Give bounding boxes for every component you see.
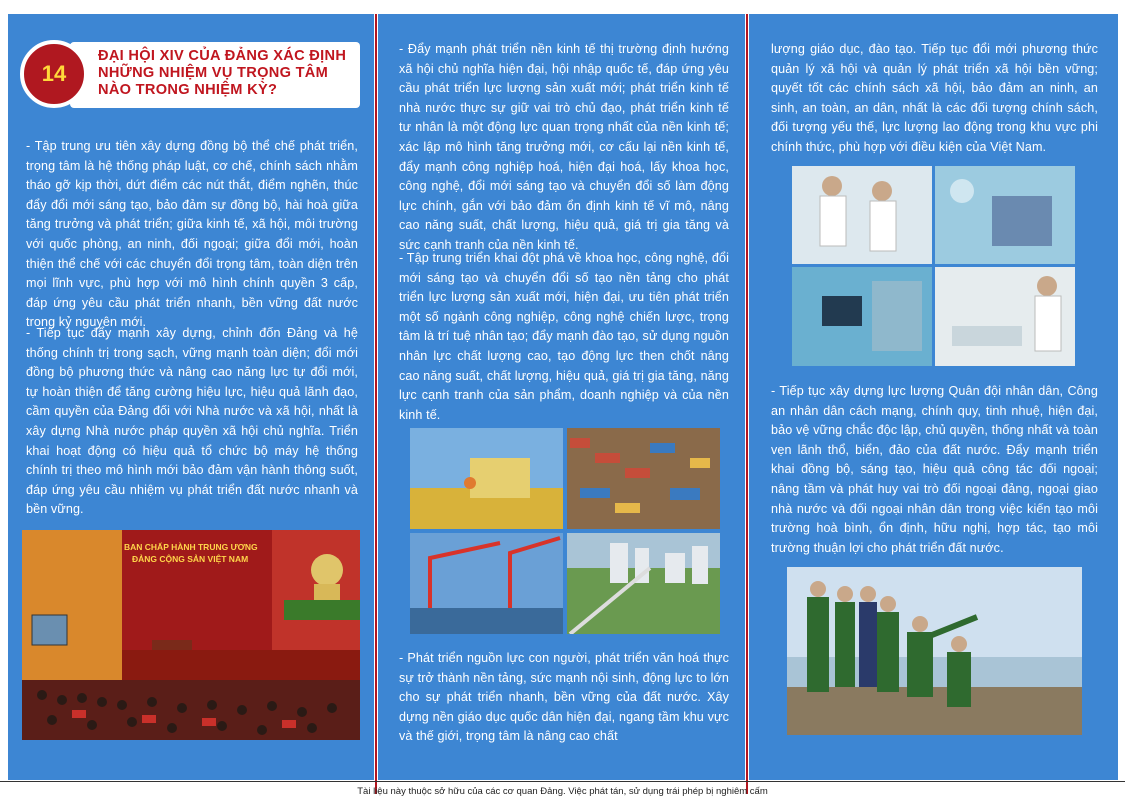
soldiers-border-photo xyxy=(787,567,1082,735)
column-2-paragraph-2: - Tập trung triển khai đột phá về khoa học, công nghệ, đổi mới sáng tạo và chuyển đổi số tạo nền tảng cho phát triển lực lượng sản xuất mới, hiện đại, ưu tiên phát triển một số ngành công nghiệp, công nghệ chiến lược, trọng tâm là trí tuệ nhân tạo; đẩy mạnh đào tạo, sử dụng nguồn nhân lực chất lượng cao, tạo động lực then chốt nâng cao năng suất, chất lượng, hiệu quả, giá trị gia tăng, năng lực cạnh tranh của sản phẩm, doanh nghiệp và của nền kinh tế. xyxy=(399,251,729,422)
congress-banner-line-1: BAN CHẤP HÀNH TRUNG ƯƠNG xyxy=(124,542,258,552)
column-2-paragraph-3: - Phát triển nguồn lực con người, phát triển văn hoá thực sự trở thành nền tảng, sức mạnh nội sinh, động lực to lớn cho sự phát triển nhanh, bền vững của đất nước. Xây dựng nền giáo dục quốc dân hiện đại, ngang tầm khu vực và thế giới, trọng tâm là nâng cao chất xyxy=(399,651,729,744)
congress-banner-line-2: ĐẢNG CỘNG SẢN VIỆT NAM xyxy=(132,554,249,564)
column-1-paragraph-1: - Tập trung ưu tiên xây dựng đồng bộ thể chế phát triển, trọng tâm là hệ thống pháp luật, cơ chế, chính sách nhằm tháo gỡ kịp thời, dứt điểm các nút thắt, điểm nghẽn, thúc đẩy đổi mới sáng tạo, bảo đảm sự đồng bộ, hài hoà giữa tăng trưởng và phát triển; giữa kinh tế, xã hội, môi trường với quốc phòng, an ninh, đối ngoại; giữa đổi mới, hoàn thiện thể chế với các chuyển đổi trọng tâm, toàn diện trên mọi lĩnh vực, phù hợp với mô hình chính quyền 3 cấp, đáp ứng yêu cầu phát triển nhanh, bền vững đất nước trong kỷ nguyên mới. xyxy=(26,139,358,330)
column-divider-2 xyxy=(746,14,748,794)
section-number-badge xyxy=(20,40,88,108)
economy-collage-photo xyxy=(410,428,720,634)
column-3-paragraph-2: - Tiếp tục xây dựng lực lượng Quân đội nhân dân, Công an nhân dân cách mạng, chính quy, tinh nhuệ, hiện đại, bảo vệ vững chắc độc lập, chủ quyền, thống nhất và toàn vẹn lãnh thổ, biển, đảo của đất nước. Đẩy mạnh triển khai đồng bộ, sáng tạo, hiệu quả công tác đối ngoại; nâng tầm và phát huy vai trò đối ngoại đảng, ngoại giao nhà nước và đối ngoại nhân dân trong việc kiến tạo môi trường hoà bình, ổn định, hữu nghị, hợp tác, tạo môi trường thuận lợi cho phát triển đất nước. xyxy=(771,384,1098,555)
science-lab-collage-photo xyxy=(792,166,1075,366)
footer-rule xyxy=(0,781,1125,782)
footer-disclaimer: Tài liệu này thuộc sở hữu của các cơ quan Đảng. Việc phát tán, sử dụng trái phép bị nghiêm cấm xyxy=(357,786,768,797)
column-2-paragraph-1: - Đẩy mạnh phát triển nền kinh tế thị trường định hướng xã hội chủ nghĩa hiện đại, hội nhập quốc tế, đáp ứng yêu cầu phát triển lực lượng sản xuất mới; phát triển kinh tế nhà nước thực sự giữ vai trò chủ đạo, phát triển kinh tế tư nhân là một động lực quan trọng nhất của nền kinh tế; xác lập mô hình tăng trưởng mới, cơ cấu lại nền kinh tế, đẩy mạnh công nghiệp hoá, hiện đại hoá, lấy khoa học, công nghệ, đổi mới sáng tạo và chuyển đổi số làm động lực chính, gắn với bảo đảm ổn định kinh tế vĩ mô, nâng cao năng suất, chất lượng, hiệu quả, giá trị gia tăng và sức cạnh tranh của nền kinh tế. xyxy=(399,42,729,252)
column-1-paragraph-2: - Tiếp tục đẩy mạnh xây dựng, chỉnh đốn Đảng và hệ thống chính trị trong sạch, vững mạnh toàn diện; đổi mới đồng bộ phương thức và nâng cao năng lực tự đổi mới, tự hoàn thiện để tăng cường hiệu lực, hiệu quả lãnh đạo, cầm quyền của Đảng đối với Nhà nước và xã hội, nhất là xây dựng Nhà nước pháp quyền xã hội chủ nghĩa. Triển khai hoạt động có hiệu quả tổ chức bộ máy hệ thống chính trị theo mô hình mới bảo đảm vận hành thông suốt, đáp ứng yêu cầu nhiệm vụ phát triển đất nước nhanh và bền vững. xyxy=(26,326,358,517)
page-title: ĐẠI HỘI XIV CỦA ĐẢNG XÁC ĐỊNH NHỮNG NHIỆM VỤ TRỌNG TÂM NÀO TRONG NHIỆM KỲ? xyxy=(98,48,347,98)
section-number: 14 xyxy=(41,61,67,86)
column-divider-1 xyxy=(375,14,377,794)
column-3-paragraph-1: lượng giáo dục, đào tạo. Tiếp tục đổi mới phương thức quản lý xã hội và quản lý phát triển xã hội bền vững; quyết tốt các chính sách xã hội, bảo đảm an ninh, an sinh, an toàn, an dân, nhất là các đối tượng chính sách, đối tượng yếu thế, lực lượng lao động trong khu vực phi chính thức, phù hợp với điều kiện của Việt Nam. xyxy=(771,42,1098,154)
party-congress-photo xyxy=(22,530,360,740)
